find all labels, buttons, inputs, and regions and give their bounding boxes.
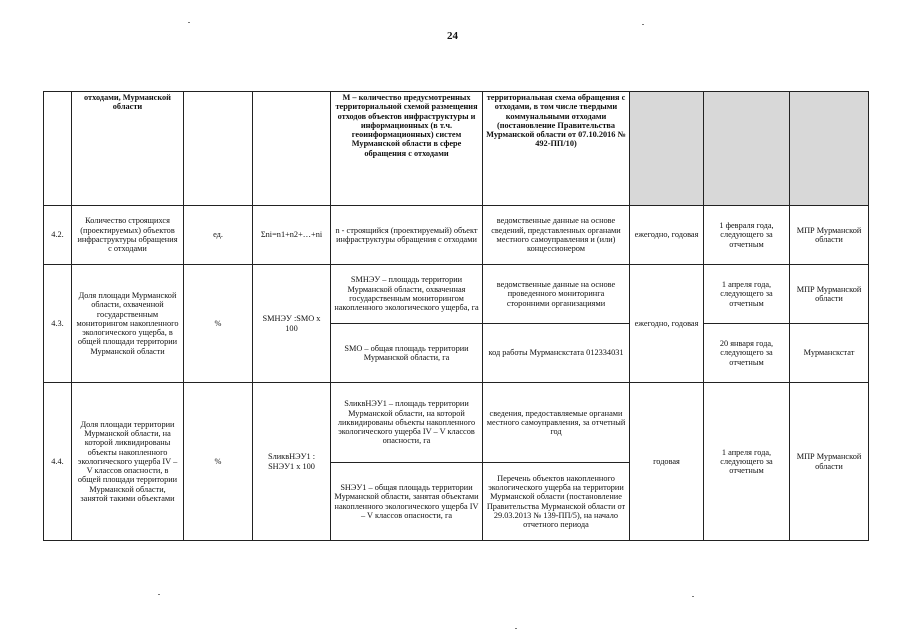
cell-formula-description: M – количество предусмотренных территориальной схемой размещения отходов объектов инфраструктуры и информационных (в т.ч. геоинформационных) систем Мурманской области в сфере обращения с отходами [331, 92, 483, 206]
cell-data-source: сведения, предоставляемые органами местного самоуправления, за отчетный год [483, 383, 630, 463]
page-number: 24 [447, 30, 458, 42]
cell-deadline: 1 февраля года, следующего за отчетным [704, 206, 790, 265]
cell-formula: SликвНЭУ1 : SНЭУ1 х 100 [253, 383, 331, 541]
cell-num: 4.4. [44, 383, 72, 541]
cell-formula-description: SликвНЭУ1 – площадь территории Мурманской области, на которой ликвидированы объекты накопленного экологического ущерба IV – V классов опасности, га [331, 383, 483, 463]
cell-formula-description: SМО – общая площадь территории Мурманской области, га [331, 324, 483, 383]
cell-data-source: территориальная схема обращения с отходами, в том числе твердыми коммунальными отходами (постановление Правительства Мурманской области от 07.10.2016 № 492-ПП/10) [483, 92, 630, 206]
cell-data-source: код работы Мурманскстата 012334031 [483, 324, 630, 383]
table-row-continuation [44, 92, 869, 206]
cell-deadline: 1 апреля года, следующего за отчетным [704, 383, 790, 541]
cell-indicator-name: Количество строящихся (проектируемых) объектов инфраструктуры обращения с отходами [72, 206, 184, 265]
cell-num: 4.3. [44, 265, 72, 383]
table-row-4-4-a [44, 383, 869, 463]
cell-indicator-name: Доля площади Мурманской области, охваченной государственным мониторингом накопленного экологического ущерба, в общей площади территории Мурманской области [72, 265, 184, 383]
cell-periodicity: ежегодно, годовая [630, 206, 704, 265]
cell-formula [253, 92, 331, 206]
scan-speck [158, 594, 160, 595]
cell-data-source: ведомственные данные на основе проведенного мониторинга сторонними организациями [483, 265, 630, 324]
cell-deadline: 20 января года, следующего за отчетным [704, 324, 790, 383]
indicator-table [43, 91, 869, 541]
cell-formula-description: SМНЭУ – площадь территории Мурманской области, охваченная государственным мониторингом накопленного экологического ущерба, га [331, 265, 483, 324]
scan-speck [188, 22, 190, 23]
scan-speck [642, 24, 644, 25]
cell-num: 4.2. [44, 206, 72, 265]
cell-formula: Σni=n1+n2+…+ni [253, 206, 331, 265]
cell-formula-description: n - строящийся (проектируемый) объект инфраструктуры обращения с отходами [331, 206, 483, 265]
cell-responsible [790, 92, 869, 206]
cell-formula: SМНЭУ :SМО х 100 [253, 265, 331, 383]
cell-unit [184, 92, 253, 206]
cell-unit: ед. [184, 206, 253, 265]
cell-data-source: Перечень объектов накопленного экологического ущерба на территории Мурманской области (постановление Правительства Мурманской области от 29.03.2013 № 139-ПП/5), на начало отчетного периода [483, 463, 630, 541]
cell-deadline: 1 апреля года, следующего за отчетным [704, 265, 790, 324]
cell-periodicity: годовая [630, 383, 704, 541]
cell-periodicity: ежегодно, годовая [630, 265, 704, 383]
cell-deadline [704, 92, 790, 206]
cell-responsible: МПР Мурманской области [790, 383, 869, 541]
cell-responsible: Мурманскстат [790, 324, 869, 383]
scan-speck [515, 628, 517, 629]
cell-responsible: МПР Мурманской области [790, 206, 869, 265]
table-row-4-2 [44, 206, 869, 265]
cell-formula-description: SНЭУ1 – общая площадь территории Мурманской области, занятая объектами накопленного экологического ущерба IV – V классов опасности, га [331, 463, 483, 541]
scan-speck [692, 596, 694, 597]
cell-responsible: МПР Мурманской области [790, 265, 869, 324]
cell-indicator-name: отходами, Мурманской области [72, 92, 184, 206]
cell-periodicity [630, 92, 704, 206]
cell-data-source: ведомственные данные на основе сведений, представленных органами местного самоуправления и (или) концессионером [483, 206, 630, 265]
cell-unit: % [184, 265, 253, 383]
cell-indicator-name: Доля площади территории Мурманской области, на которой ликвидированы объекты накопленного экологического ущерба IV – V классов опасности, в общей площади территории Мурманской области, занятой такими объектами [72, 383, 184, 541]
cell-unit: % [184, 383, 253, 541]
table-row-4-3-a [44, 265, 869, 324]
cell-num [44, 92, 72, 206]
